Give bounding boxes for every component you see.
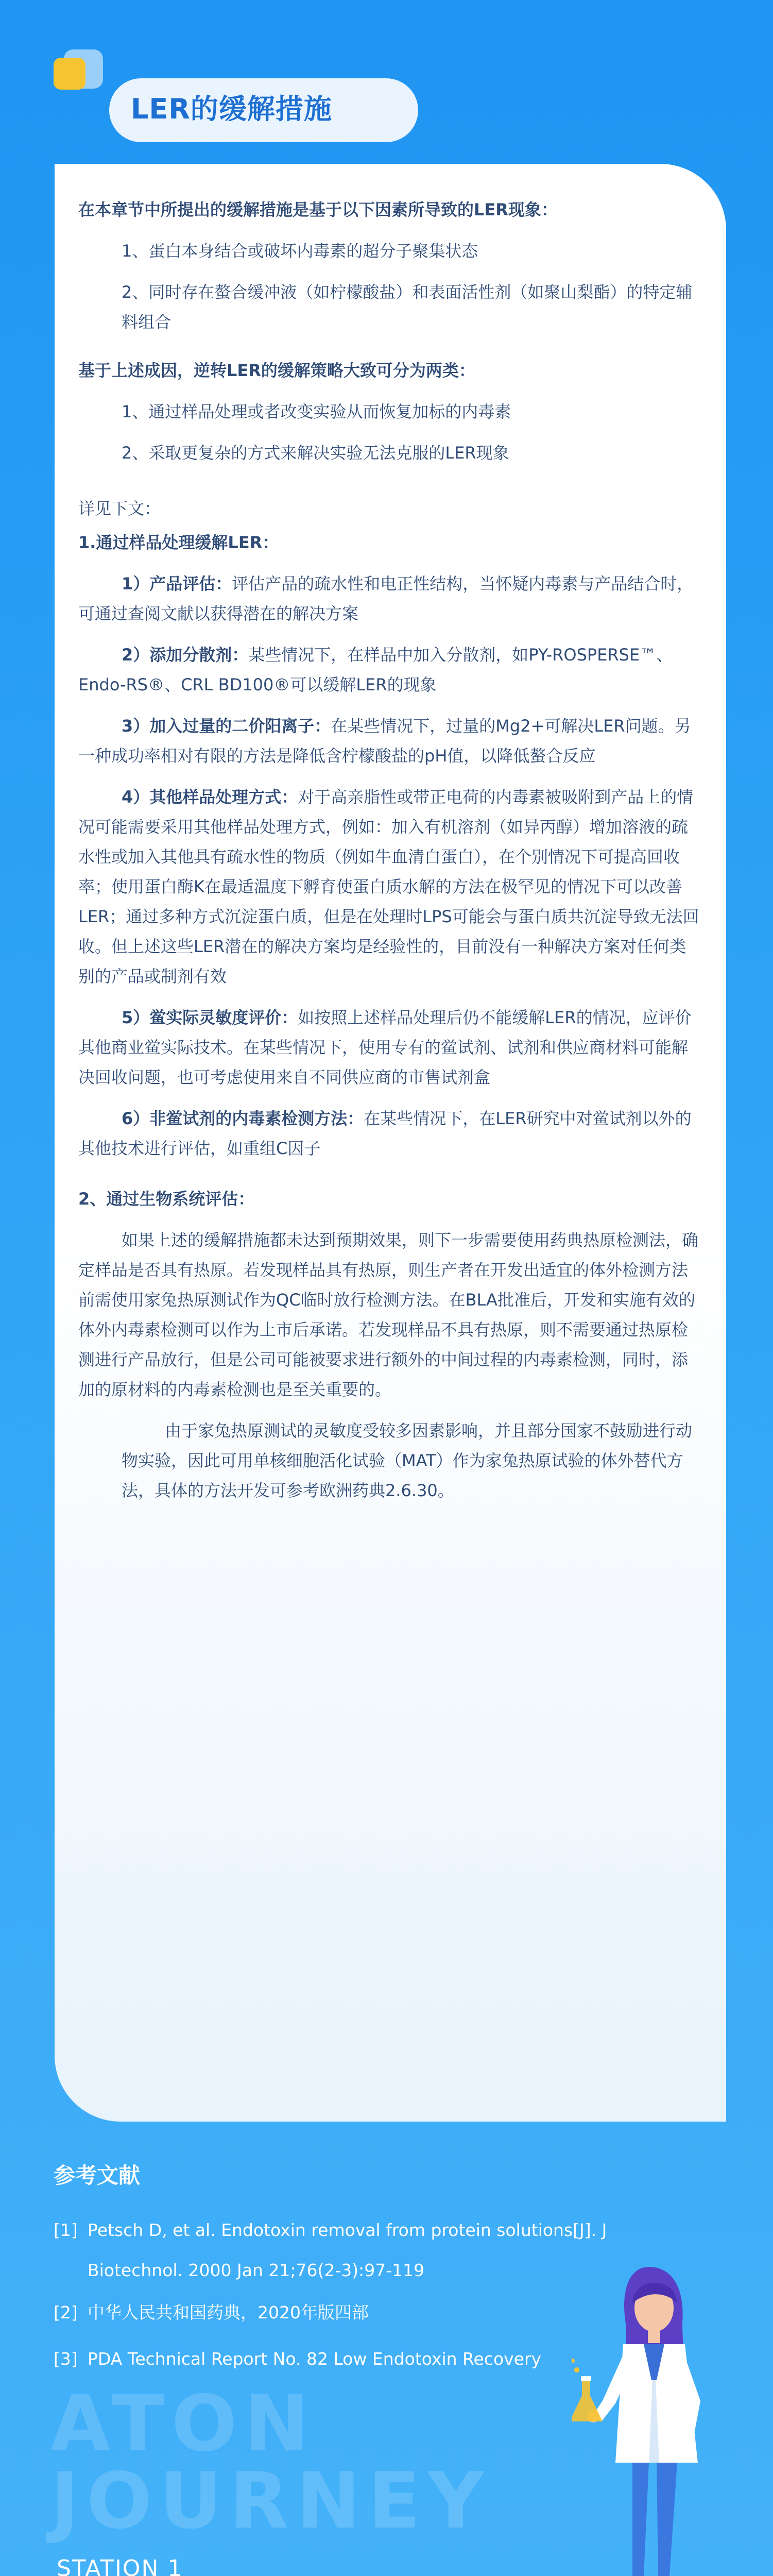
references-title: 参考文献 (54, 2163, 141, 2188)
item-text: 在某些情况下，过量的Mg2+可解决LER问题。另一种成功率相对有限的方法是降低含柠檬酸盐的pH值，以降低螯合反应 (78, 716, 691, 766)
strategy-item: 2、采取更复杂的方式来解决实验无法克服的LER现象 (122, 443, 509, 463)
content-card (55, 164, 726, 2122)
section1-item (78, 1003, 700, 1092)
reference-number: [1] (54, 2220, 78, 2240)
reference-number: [2] (54, 2302, 78, 2323)
section1-item (78, 1104, 700, 1163)
item-text: 评估产品的疏水性和电正性结构，当怀疑内毒素与产品结合时，可通过查阅文献以获得潜在的解决方案 (78, 574, 694, 623)
reference-item (54, 2344, 541, 2374)
page-title: LER的缓解措施 (131, 93, 332, 125)
section2-paragraph: 由于家兔热原测试的灵敏度受较多因素影响，并且部分国家不鼓励进行动物实验，因此可用单核细胞活化试验（MAT）作为家兔热原试验的体外替代方法，具体的方法开发可参考欧洲药典2.6.30。 (122, 1421, 693, 1500)
reference-text: PDA Technical Report No. 82 Low Endotoxin Recovery (88, 2349, 542, 2369)
section2-title: 2、通过生物系统评估： (78, 1189, 255, 1209)
item-label: 3）加入过量的二价阳离子： (122, 716, 331, 736)
watermark-aton: ATON (50, 2379, 316, 2469)
section1-item (78, 569, 700, 629)
scientist-illustration (572, 2246, 747, 2576)
item-label: 5）鲎实际灵敏度评价： (122, 1008, 298, 1027)
intro-lead: 在本章节中所提出的缓解措施是基于以下因素所导致的LER现象： (78, 200, 558, 219)
section1-item (78, 782, 700, 991)
reference-number: [3] (54, 2349, 78, 2369)
badge-shape-yellow (54, 58, 85, 90)
card-content (78, 195, 700, 1505)
reference-item (54, 2298, 369, 2328)
item-text: 在某些情况下，在LER研究中对鲎试剂以外的其他技术进行评估，如重组C因子 (78, 1109, 692, 1158)
cause-item: 2、同时存在螯合缓冲液（如柠檬酸盐）和表面活性剂（如聚山梨酯）的特定辅料组合 (122, 282, 693, 332)
station-label: STATION 1 (57, 2555, 183, 2576)
cause-item: 1、蛋白本身结合或破坏内毒素的超分子聚集状态 (122, 241, 478, 261)
section1-item (78, 711, 700, 771)
item-text: 对于高亲脂性或带正电荷的内毒素被吸附到产品上的情况可能需要采用其他样品处理方式，例如：加入有机溶剂（如异丙醇）增加溶液的疏水性或加入其他具有疏水性的物质（例如牛血清白蛋白），在个别情况下可提高回收率；使用蛋白酶K在最适温度下孵育使蛋白质水解的方法在极罕见的情况下可以改善LER；通过多种方式沉淀蛋白质，但是在处理时LPS可能会与蛋白质共沉淀导致无法回收。但上述这些LER潜在的解决方案均是经验性的，目前没有一种解决方案对任何类别的产品或制剂有效 (78, 787, 699, 986)
item-text: 某些情况下，在样品中加入分散剂，如PY-ROSPERSE™、Endo-RS®、CRL BD100®可以缓解LER的现象 (78, 645, 673, 694)
watermark-journey: JOURNEY (50, 2456, 491, 2546)
item-text: 如按照上述样品处理后仍不能缓解LER的情况，应评价其他商业鲎实际技术。在某些情况下，使用专有的鲎试剂、试剂和供应商材料可能解决回收问题，也可考虑使用来自不同供应商的市售试剂盒 (78, 1008, 692, 1087)
section2-paragraph: 如果上述的缓解措施都未达到预期效果，则下一步需要使用药典热原检测法，确定样品是否具有热原。若发现样品具有热原，则生产者在开发出适宜的体外检测方法前需使用家兔热原测试作为QC临时放行检测方法。在BLA批准后，开发和实施有效的体外内毒素检测可以作为上市后承诺。若发现样品不具有热原，则不需要通过热原检测进行产品放行，但是公司可能被要求进行额外的中间过程的内毒素检测，同时，添加的原材料的内毒素检测也是至关重要的。 (78, 1230, 699, 1399)
reference-text: 中华人民共和国药典，2020年版四部 (88, 2302, 369, 2323)
reference-item (54, 2215, 607, 2245)
reference-item-continued: Biotechnol. 2000 Jan 21;76(2-3):97-119 (88, 2260, 425, 2280)
item-label: 4）其他样品处理方式： (122, 787, 298, 807)
see-below: 详见下文： (78, 499, 161, 518)
strategy-item: 1、通过样品处理或者改变实验从而恢复加标的内毒素 (122, 402, 511, 421)
section1-item (78, 640, 700, 700)
section1-title: 1.通过样品处理缓解LER： (78, 533, 279, 552)
item-label: 6）非鲎试剂的内毒素检测方法： (122, 1109, 364, 1128)
strategy-lead: 基于上述成因，逆转LER的缓解策略大致可分为两类： (78, 361, 475, 380)
item-label: 2）添加分散剂： (122, 645, 249, 665)
item-label: 1）产品评估： (122, 574, 232, 594)
reference-text: Petsch D, et al. Endotoxin removal from protein solutions[J]. J (88, 2220, 607, 2240)
